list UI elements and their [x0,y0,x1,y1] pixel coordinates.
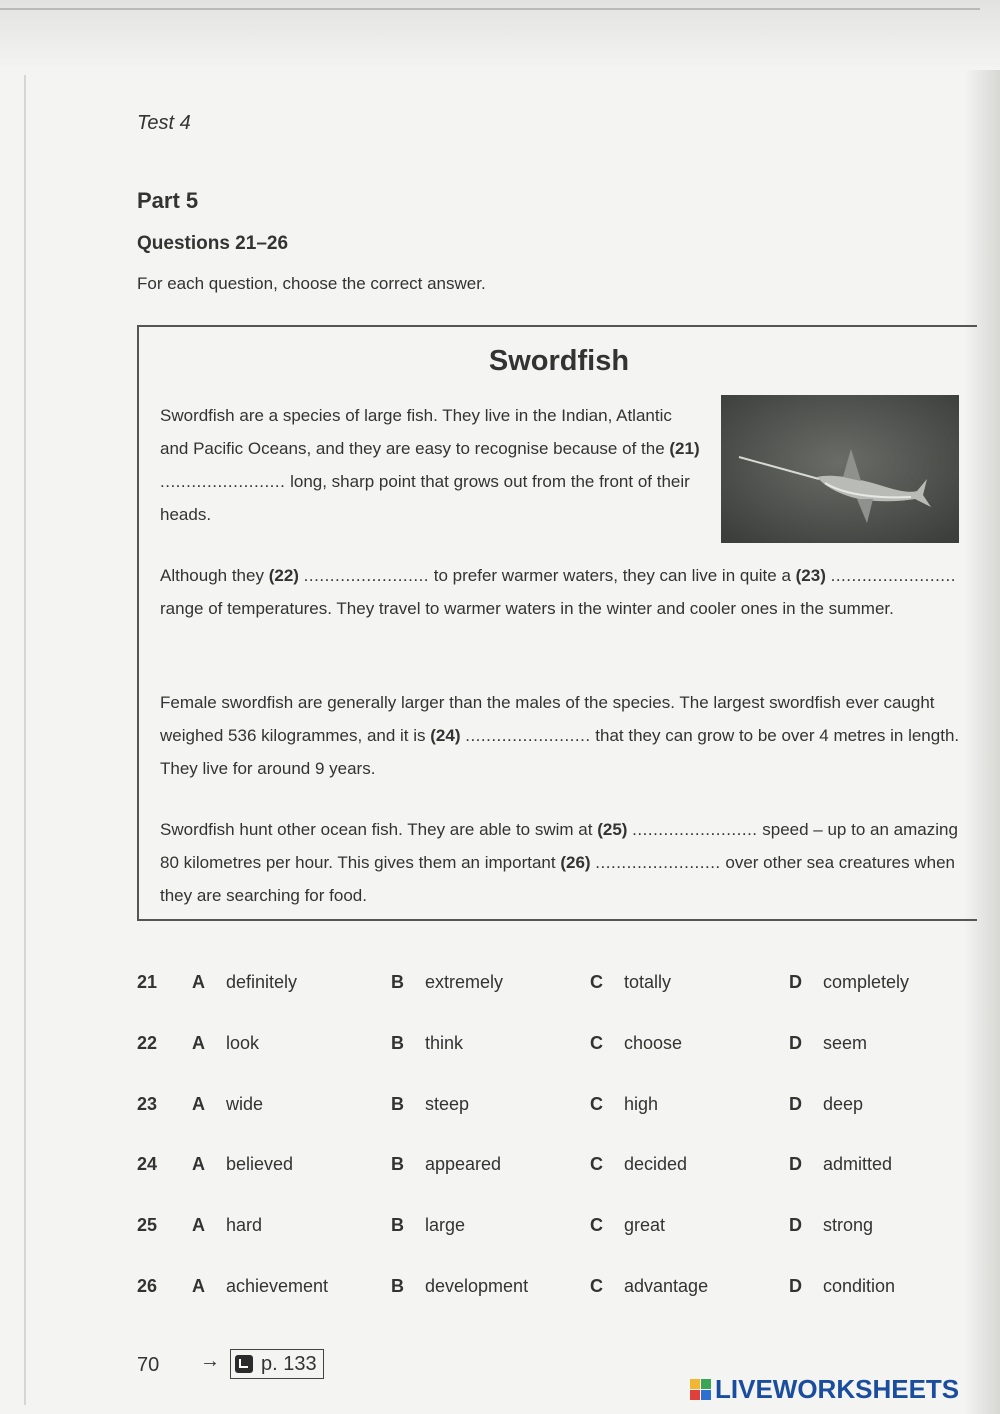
option-25-b[interactable]: B large [391,1215,466,1235]
paragraph-4: Swordfish hunt other ocean fish. They are able to swim at (25) ........................ speed – up to an amazing 80 kilometres per hour. This gives them an important (26) ........................ over other sea creatures when they are searching for food. [160,820,958,905]
option-23-a[interactable]: A wide [192,1094,264,1114]
option-22-c[interactable]: C choose [590,1033,683,1053]
page-number: 70 [137,1354,160,1376]
arrow-icon: → [200,1350,220,1372]
option-26-b[interactable]: B development [391,1276,529,1296]
part-title: Part 5 [137,188,199,213]
gap-21-label: (21) [669,439,700,458]
paragraph-1: Swordfish are a species of large fish. They live in the Indian, Atlantic and Pacific Oceans, and they are easy to recognise because of the (21) ........................ long, sharp point that grows out from the front of their heads. [160,406,700,524]
option-21-c[interactable]: C totally [590,972,672,992]
gap-25-label: (25) [597,820,628,839]
page-left-edge [24,75,26,1405]
option-25-d[interactable]: D strong [789,1215,874,1235]
answer-row-26 [137,1268,957,1304]
option-21-d[interactable]: D completely [789,972,910,992]
answer-row-23 [137,1086,957,1122]
option-24-a[interactable]: A believed [192,1154,294,1174]
swordfish-illustration [721,395,959,543]
question-number: 25 [137,1215,158,1235]
paragraph-3: Female swordfish are generally larger than the males of the species. The largest swordfish ever caught weighed 536 kilogrammes, and it is (24) ........................ that they can grow to be over 4 metres in length. They live for around 9 years. [160,693,960,778]
gap-26-label: (26) [560,853,591,872]
answer-row-25 [137,1207,957,1243]
gap-23-label: (23) [795,566,826,585]
page-reference-link[interactable] [230,1349,324,1379]
page-top-shadow [0,0,1000,70]
gap-24[interactable]: ........................ [465,726,591,745]
option-23-b[interactable]: B steep [391,1094,470,1114]
article-title: Swordfish [488,345,630,377]
paragraph-2: Although they (22) ........................ to prefer warmer waters, they can live in quite a (23) ........................ range of temperatures. They travel to warmer waters in the winter and cooler ones in the summer. [160,566,956,618]
question-number: 23 [137,1094,158,1114]
option-25-a[interactable]: A hard [192,1215,263,1235]
option-21-b[interactable]: B extremely [391,972,504,992]
option-26-c[interactable]: C advantage [590,1276,709,1296]
gap-22[interactable]: ........................ [303,566,430,585]
option-26-a[interactable]: A achievement [192,1276,329,1296]
option-23-d[interactable]: D deep [789,1094,864,1114]
gap-23[interactable]: ........................ [830,566,956,585]
instruction-text: For each question, choose the correct answer. [137,274,486,293]
answer-row-21 [137,964,957,1000]
logo-mark-icon [690,1379,711,1400]
reading-text-box [137,325,977,921]
gap-24-label: (24) [430,726,461,745]
option-24-c[interactable]: C decided [590,1154,688,1174]
option-22-b[interactable]: B think [391,1033,464,1053]
swordfish-photo [721,395,959,543]
liveworksheets-logo [690,1374,959,1405]
question-number: 26 [137,1276,158,1296]
gap-21[interactable]: ........................ [160,472,286,491]
option-24-d[interactable]: D admitted [789,1154,893,1174]
gap-22-label: (22) [268,566,299,585]
answer-row-24 [137,1146,957,1182]
question-number: 24 [137,1154,158,1174]
test-label: Test 4 [137,112,191,134]
page-top-edge [0,8,980,10]
reference-text: p. 133 [261,1353,317,1375]
question-number: 22 [137,1033,158,1053]
brand-name: LIVEWORKSHEETS [715,1374,960,1404]
option-25-c[interactable]: C great [590,1215,666,1235]
gap-25[interactable]: ........................ [632,820,758,839]
answer-row-22 [137,1025,957,1061]
reference-book-icon [235,1355,253,1373]
option-21-a[interactable]: A definitely [192,972,298,992]
questions-title: Questions 21–26 [137,233,289,254]
option-22-a[interactable]: A look [192,1033,260,1053]
gap-26[interactable]: ........................ [595,853,721,872]
question-number: 21 [137,972,158,992]
option-24-b[interactable]: B appeared [391,1154,502,1174]
option-22-d[interactable]: D seem [789,1033,868,1053]
option-26-d[interactable]: D condition [789,1276,896,1296]
option-23-c[interactable]: C high [590,1094,659,1114]
